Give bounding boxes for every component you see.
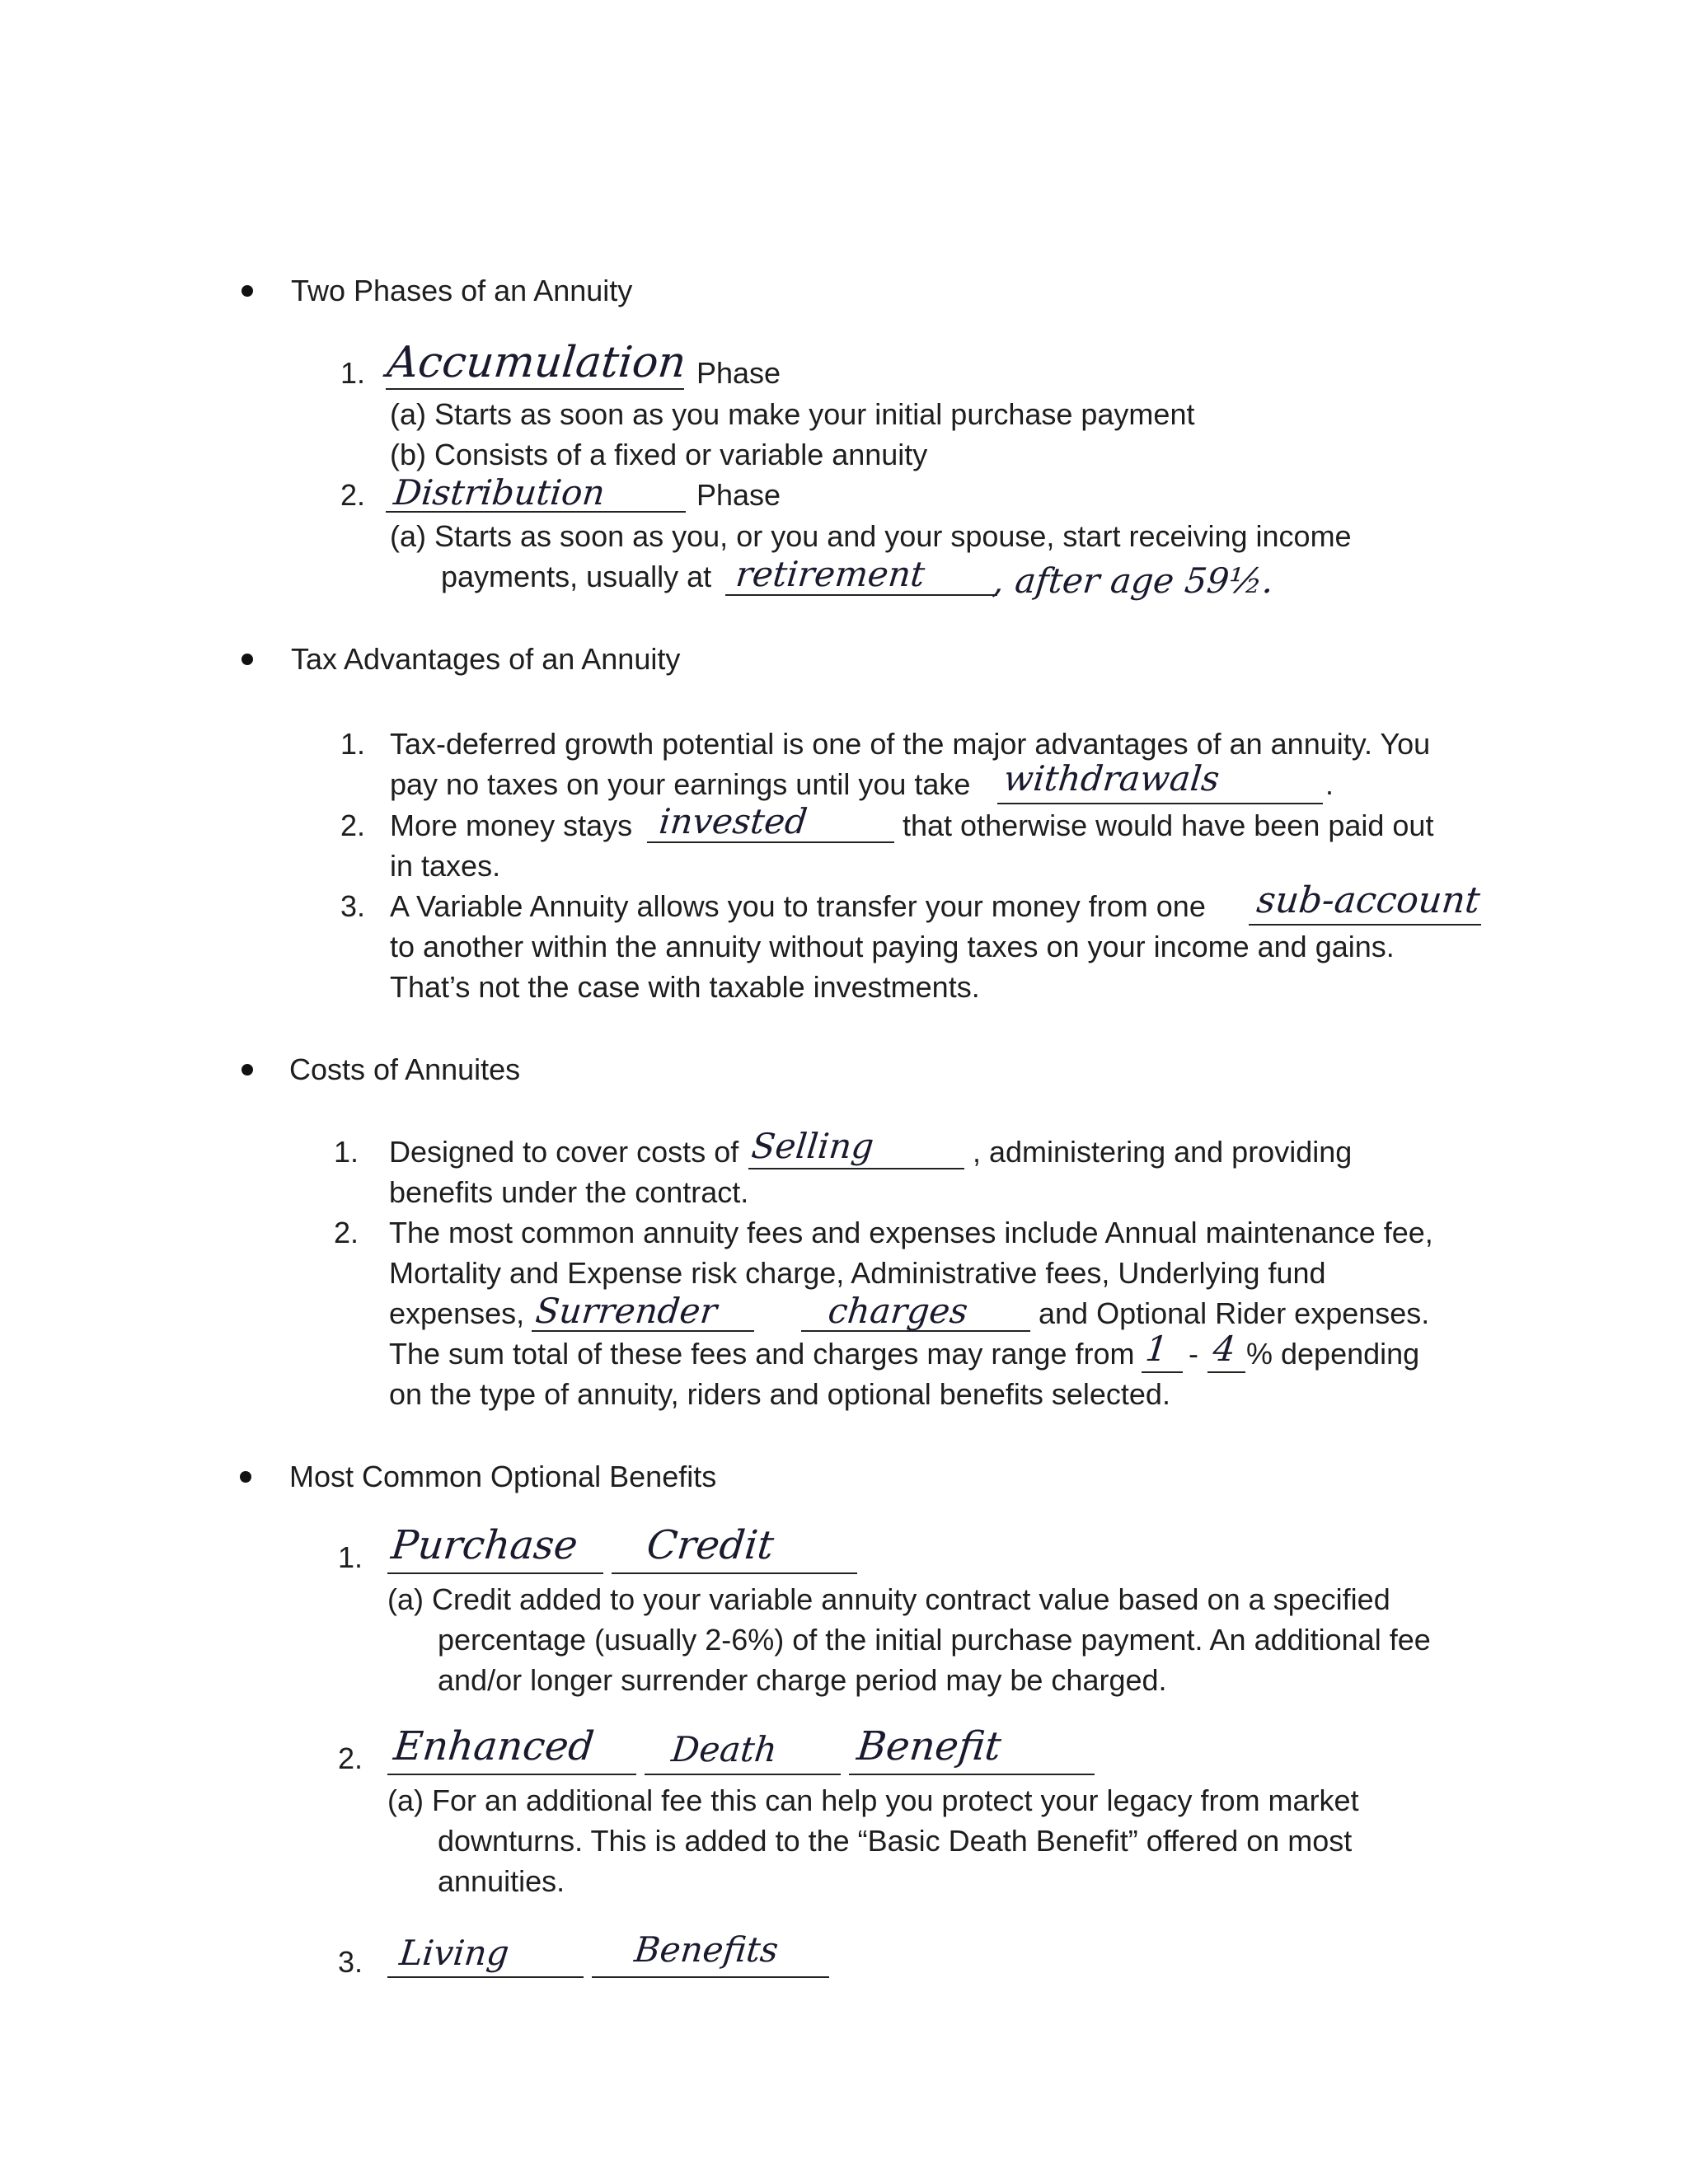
handwritten-answer: Living [397,1933,512,1973]
section-heading: Costs of Annuites [289,1052,521,1086]
item-number: 1. [340,727,366,761]
answer-underline [592,1976,829,1978]
sub-item: (b) Consists of a fixed or variable annuity [390,438,928,471]
handwritten-answer: , after age 59½. [991,560,1276,601]
item-text: % depending [1246,1337,1420,1371]
item-number: 1. [338,1540,363,1574]
item-text: Mortality and Expense risk charge, Administrative fees, Underlying fund [389,1256,1326,1290]
section-heading: Two Phases of an Annuity [291,274,633,307]
answer-underline [532,1330,754,1332]
answer-underline [387,1976,584,1978]
answer-underline [997,803,1323,804]
answer-underline [612,1572,857,1574]
sub-item: and/or longer surrender charge period may be charged. [438,1663,1167,1697]
item-number: 3. [340,889,366,923]
answer-underline [1207,1371,1245,1373]
item-text: The most common annuity fees and expenses include Annual maintenance fee, [389,1216,1433,1249]
handwritten-answer: sub-account [1254,879,1483,921]
handwritten-answer: Enhanced [392,1723,597,1769]
item-text: pay no taxes on your earnings until you take [390,767,971,801]
answer-underline [1142,1371,1183,1373]
handwritten-answer: Credit [645,1522,776,1568]
answer-underline [1249,924,1481,926]
answer-underline [387,1774,636,1775]
handwritten-answer: retirement [734,554,927,594]
bullet [240,1471,251,1483]
bullet [241,1064,253,1076]
item-text: - [1189,1337,1198,1371]
item-text: Tax-deferred growth potential is one of the major advantages of an annuity. You [390,727,1431,761]
answer-underline [647,841,894,843]
answer-underline [801,1330,1030,1332]
handwritten-answer: Benefits [632,1929,781,1970]
handwritten-answer: 1 [1143,1329,1170,1369]
answer-underline [748,1168,964,1169]
bullet [241,285,253,297]
answer-underline [387,1572,603,1574]
bullet [241,654,253,665]
handwritten-answer: invested [657,801,809,841]
section-heading: Most Common Optional Benefits [289,1460,717,1493]
handwritten-answer: Distribution [392,472,607,513]
section-heading: Tax Advantages of an Annuity [291,642,681,676]
handwritten-answer: charges [826,1291,970,1331]
item-number: 1. [340,356,366,390]
handwritten-answer: withdrawals [1001,758,1221,799]
answer-underline [849,1774,1095,1775]
handwritten-answer: Purchase [389,1522,580,1568]
item-number: 2. [334,1216,359,1249]
sub-item: (a) For an additional fee this can help you protect your legacy from market [387,1783,1359,1817]
item-number: 2. [340,808,366,842]
handwritten-answer: Selling [749,1126,876,1166]
item-text: The sum total of these fees and charges may range from [389,1337,1135,1371]
item-text: A Variable Annuity allows you to transfer your money from one [390,889,1206,923]
item-text: , administering and providing [973,1135,1353,1169]
item-text: Designed to cover costs of [389,1135,739,1169]
handwritten-answer: Accumulation [384,338,689,387]
answer-underline [645,1774,841,1775]
item-text: Phase [696,478,781,512]
answer-underline [386,388,684,390]
sub-item: downturns. This is added to the “Basic Death Benefit” offered on most [438,1824,1353,1858]
sub-item: (a) Credit added to your variable annuity contract value based on a specified [387,1582,1390,1616]
item-text: Phase [696,356,781,390]
item-text: on the type of annuity, riders and optional benefits selected. [389,1377,1170,1411]
sub-item: annuities. [438,1864,565,1898]
item-text: More money stays [390,808,633,842]
sub-item: payments, usually at [441,560,712,593]
item-text: . [1325,767,1334,801]
item-number: 2. [338,1741,363,1775]
sub-item: (a) Starts as soon as you, or you and your spouse, start receiving income [390,519,1352,553]
handwritten-answer: Surrender [533,1291,720,1331]
sub-item: percentage (usually 2-6%) of the initial purchase payment. An additional fee [438,1623,1431,1657]
sub-item: (a) Starts as soon as you make your initial purchase payment [390,397,1195,431]
item-text: in taxes. [390,849,501,883]
item-text: that otherwise would have been paid out [903,808,1434,842]
item-text: to another within the annuity without paying taxes on your income and gains. [390,930,1395,963]
item-number: 1. [334,1135,359,1169]
answer-underline [386,511,686,513]
item-text: benefits under the contract. [389,1175,749,1209]
item-number: 3. [338,1945,363,1979]
handwritten-answer: Death [669,1729,780,1769]
handwritten-answer: Benefit [855,1723,1004,1769]
item-text: and Optional Rider expenses. [1039,1296,1430,1330]
item-text: That’s not the case with taxable investments. [390,970,980,1004]
item-number: 2. [340,478,366,512]
answer-underline [725,594,997,596]
handwritten-answer: 4 [1211,1329,1238,1369]
item-text: expenses, [389,1296,525,1330]
